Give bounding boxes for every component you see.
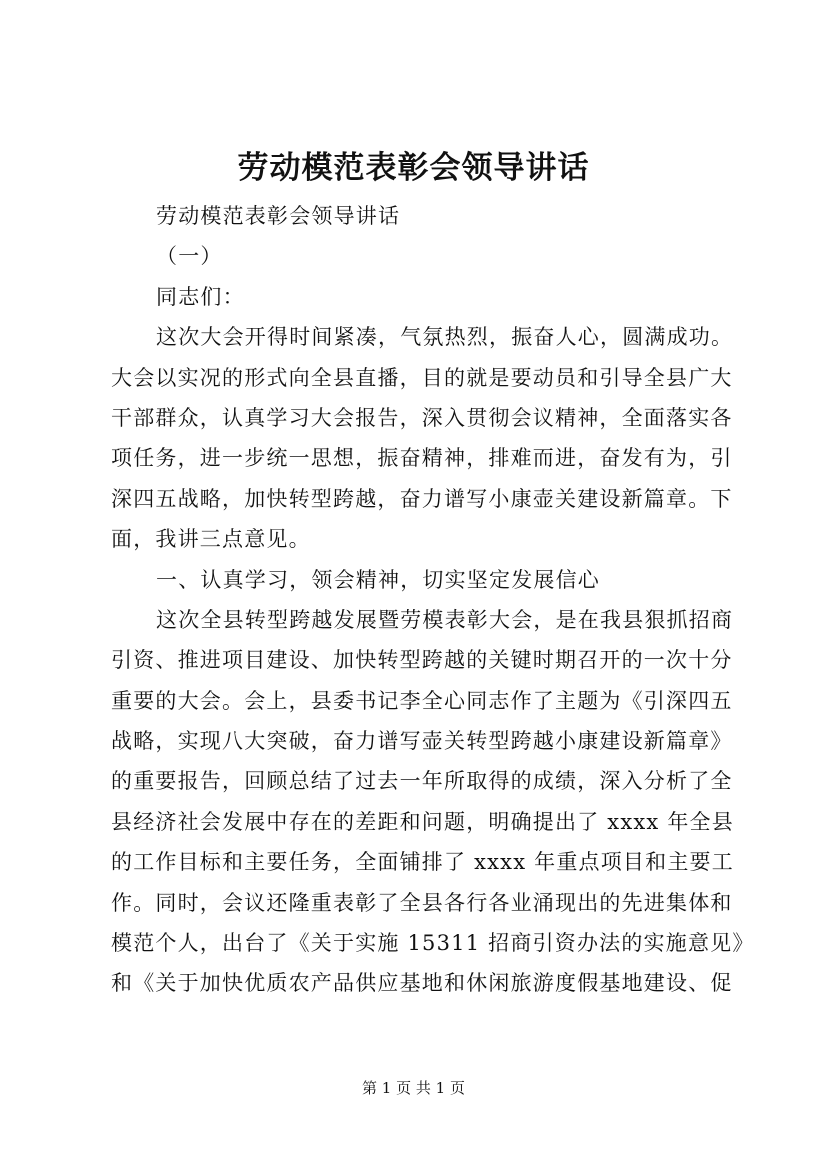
paragraph-line: 这次大会开得时间紧凑，气氛热烈，振奋人心，圆满成功。 (156, 325, 734, 350)
paragraph-line: 模范个人，出台了《关于实施 15311 招商引资办法的实施意见》 (111, 931, 755, 956)
document-title: 劳动模范表彰会领导讲话 (237, 150, 590, 186)
body-subtitle: 劳动模范表彰会领导讲话 (156, 204, 401, 228)
salutation: 同志们： (156, 284, 245, 309)
paragraph-line: 县经济社会发展中存在的差距和问题，明确提出了 xxxx 年全县 (111, 809, 734, 834)
paragraph-line: 深四五战略，加快转型跨越，奋力谱写小康壶关建设新篇章。下 (111, 486, 733, 511)
paragraph-line: 战略，实现八大突破，奋力谱写壶关转型跨越小康建设新篇章》 (111, 729, 733, 754)
paragraph-line: 干部群众，认真学习大会报告，深入贯彻会议精神，全面落实各 (111, 405, 733, 430)
paragraph-line: 的工作目标和主要任务，全面铺排了 xxxx 年重点项目和主要工 (111, 850, 734, 875)
page-footer: 第 1 页 共 1 页 (362, 1079, 465, 1097)
paragraph-line: 和《关于加快优质农产品供应基地和休闲旅游度假基地建设、促 (111, 971, 733, 996)
document-body (111, 196, 755, 1004)
paragraph-line: 的重要报告，回顾总结了过去一年所取得的成绩，深入分析了全 (111, 769, 733, 794)
paragraph-line: 引资、推进项目建设、加快转型跨越的关键时期召开的一次十分 (111, 648, 733, 673)
section-number: （一） (156, 244, 223, 269)
section-heading: 一、认真学习，领会精神，切实坚定发展信心 (156, 567, 600, 592)
paragraph-line: 面，我讲三点意见。 (111, 527, 311, 552)
paragraph-line: 重要的大会。会上，县委书记李全心同志作了主题为《引深四五 (111, 688, 733, 713)
paragraph-line: 这次全县转型跨越发展暨劳模表彰大会，是在我县狠抓招商 (156, 607, 734, 632)
paragraph-line: 项任务，进一步统一思想，振奋精神，排难而进，奋发有为，引 (111, 446, 733, 471)
paragraph-line: 作。同时，会议还隆重表彰了全县各行各业涌现出的先进集体和 (111, 890, 733, 915)
paragraph-line: 大会以实况的形式向全县直播，目的就是要动员和引导全县广大 (111, 365, 733, 390)
